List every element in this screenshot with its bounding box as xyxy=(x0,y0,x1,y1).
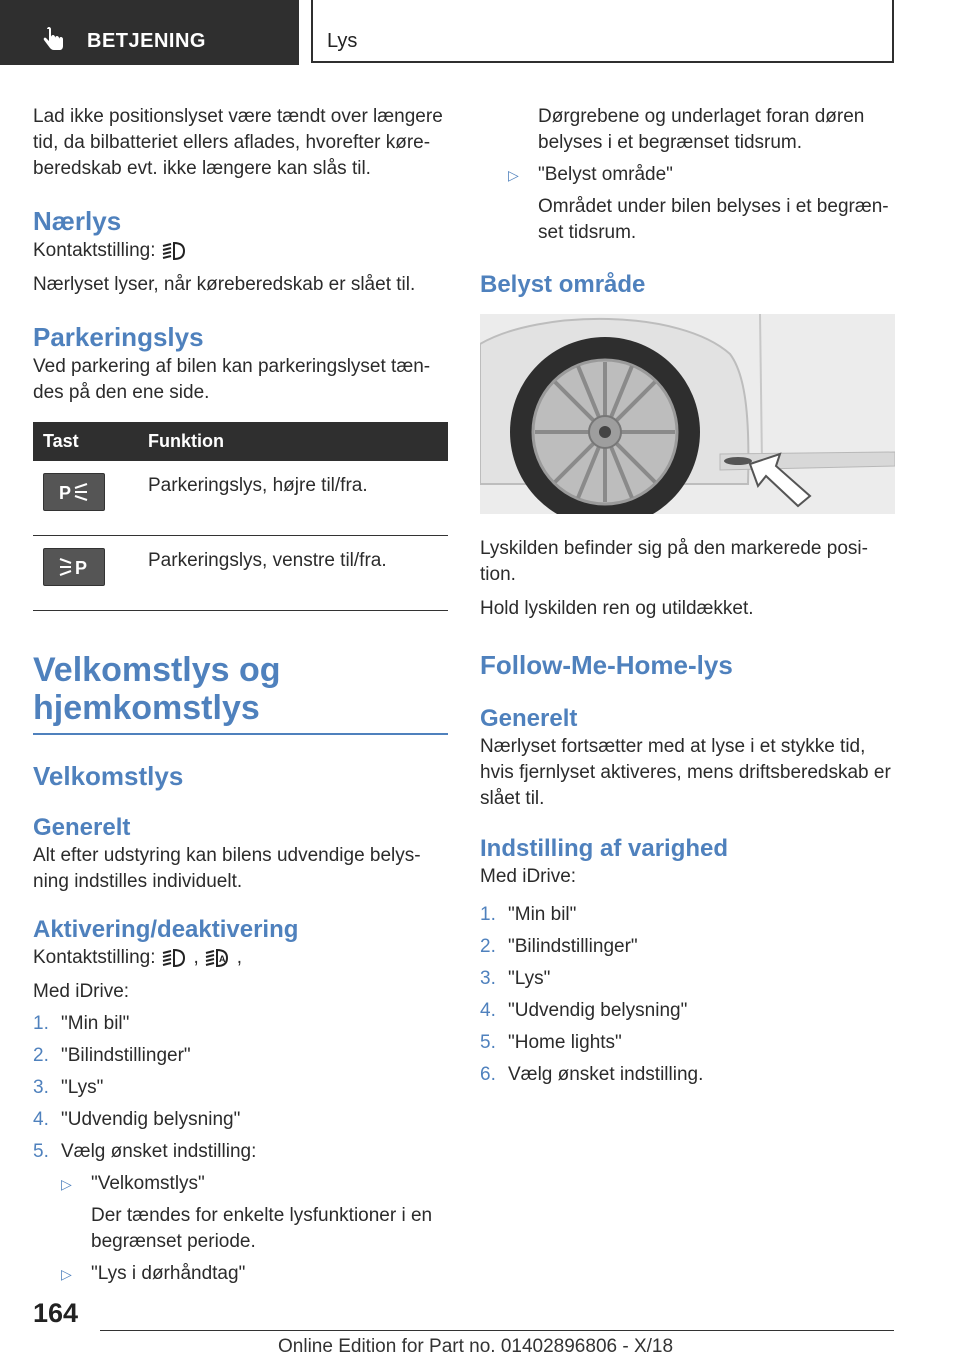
header-chapter-box xyxy=(311,0,894,63)
right-subitems xyxy=(480,162,895,188)
continued-text: Dørgrebene og underlaget foran døren belyses i et begrænset tidsrum. xyxy=(538,106,865,153)
naerlys-text: Nærlyset lyser, når køreberedskab er slået til. xyxy=(33,274,416,295)
svg-text:P: P xyxy=(75,558,88,578)
kontakt-label: Kontaktstilling: xyxy=(33,240,156,261)
list-item: 4. "Udvendig belysning" xyxy=(33,1109,241,1130)
section-title: BETJENING xyxy=(87,30,206,52)
table-header-tast: Tast xyxy=(33,422,138,461)
car-wheel-illustration xyxy=(480,314,895,514)
list-item: 3. "Lys" xyxy=(480,968,551,989)
lyskilde-text: Lyskilden befinder sig på den markerede posi-tion. xyxy=(480,538,868,585)
page-number: 164 xyxy=(33,1298,79,1328)
left-column xyxy=(33,104,448,1293)
velkomstlys-heading: Velkomstlys xyxy=(33,761,184,791)
low-beam-icon xyxy=(160,947,190,969)
list-item: 1. "Min bil" xyxy=(480,904,577,925)
intro-paragraph: Lad ikke positionslyset være tændt over længere tid, da bilbatteriet ellers aflades, hvorefter køre-beredskab evt. ikke længere kan slås til. xyxy=(33,106,443,179)
sub-list-item: ▷ "Lys i dørhåndtag" xyxy=(61,1263,246,1284)
table-cell-function: Parkeringslys, venstre til/fra. xyxy=(138,536,448,611)
heading-rule xyxy=(33,733,448,735)
naerlys-heading: Nærlys xyxy=(33,206,122,236)
svg-text:P: P xyxy=(59,483,72,503)
generelt-heading: Generelt xyxy=(480,705,578,732)
right-column xyxy=(480,104,895,1094)
parkeringslys-text: Ved parkering af bilen kan parkeringslyset tæn-des på den ene side. xyxy=(33,356,431,403)
aktivering-heading: Aktivering/deaktivering xyxy=(33,916,299,943)
sub-list-item: ▷ "Velkomstlys" xyxy=(61,1173,205,1194)
idrive-label: Med iDrive: xyxy=(33,981,130,1002)
generelt-text: Nærlyset fortsætter med at lyse i et stykke tid, hvis fjernlyset aktiveres, mens driftsberedskab er slået til. xyxy=(480,736,891,809)
footer-edition: Online Edition for Part no. 01402896806 - X/18 xyxy=(278,1336,674,1357)
velkomst-subitems xyxy=(33,1261,448,1287)
kontaktstilling-line xyxy=(33,945,242,971)
list-item: 4. "Udvendig belysning" xyxy=(480,1000,688,1021)
kontaktstilling-line xyxy=(33,238,190,264)
separator-comma: , xyxy=(193,947,199,968)
footer-divider xyxy=(100,1330,894,1331)
list-item: 6. Vælg ønsket indstilling. xyxy=(480,1064,704,1085)
parking-light-left-icon xyxy=(57,555,91,579)
list-item: 1. "Min bil" xyxy=(33,1013,130,1034)
parking-light-right-button[interactable] xyxy=(43,473,105,511)
parking-light-table xyxy=(33,422,448,611)
kontakt-label: Kontaktstilling: xyxy=(33,947,156,968)
list-item: 5. Vælg ønsket indstilling: xyxy=(33,1141,257,1162)
table-header-funktion: Funktion xyxy=(138,422,448,461)
generelt-text: Alt efter udstyring kan bilens udvendige belys-ning indstilles individuelt. xyxy=(33,845,421,892)
varighed-steps xyxy=(480,902,895,1088)
velkomst-subitems xyxy=(33,1171,448,1197)
velkomst-steps xyxy=(33,1011,448,1165)
sub-item-desc: Der tændes for enkelte lysfunktioner i en begrænset periode. xyxy=(91,1205,433,1252)
svg-text:A: A xyxy=(218,954,226,964)
follow-me-home-heading: Follow-Me-Home-lys xyxy=(480,650,733,680)
sub-item-desc: Området under bilen belyses i et begræn-set tidsrum. xyxy=(538,196,889,243)
automatic-headlight-icon xyxy=(203,947,233,969)
low-beam-icon xyxy=(160,240,190,262)
list-item: 5. "Home lights" xyxy=(480,1032,622,1053)
varighed-heading: Indstilling af varighed xyxy=(480,835,729,862)
separator-comma: , xyxy=(236,947,243,968)
table-row xyxy=(33,536,448,611)
header-section-tab xyxy=(0,0,299,65)
velkomst-heading-line2: hjemkomstlys xyxy=(33,689,260,727)
chapter-title: Lys xyxy=(327,30,358,52)
table-row xyxy=(33,461,448,536)
belyst-heading: Belyst område xyxy=(480,271,646,298)
table-cell-function: Parkeringslys, højre til/fra. xyxy=(138,461,448,536)
parkeringslys-heading: Parkeringslys xyxy=(33,322,204,352)
parking-light-left-button[interactable] xyxy=(43,548,105,586)
list-item: 2. "Bilindstillinger" xyxy=(480,936,638,957)
generelt-heading: Generelt xyxy=(33,814,131,841)
sub-list-item: ▷ "Belyst område" xyxy=(508,164,673,185)
list-item: 3. "Lys" xyxy=(33,1077,104,1098)
idrive-label: Med iDrive: xyxy=(480,866,577,887)
parking-light-right-icon xyxy=(57,480,91,504)
hand-pointer-icon xyxy=(40,27,66,53)
hold-text: Hold lyskilden ren og utildækket. xyxy=(480,598,754,619)
list-item: 2. "Bilindstillinger" xyxy=(33,1045,191,1066)
velkomst-heading-line1: Velkomstlys og xyxy=(33,651,281,689)
